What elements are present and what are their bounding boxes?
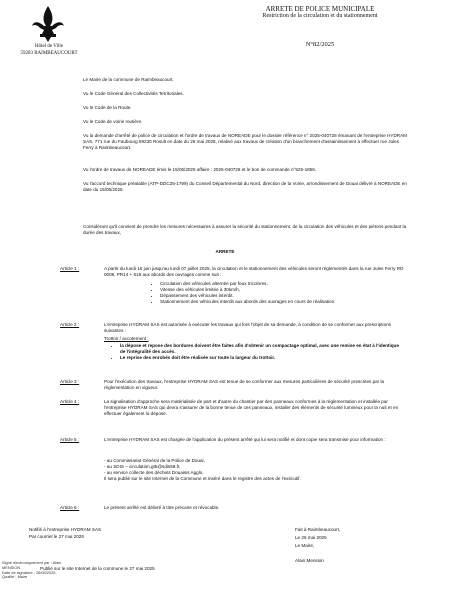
signature-line: Date de signature : 26/05/2025	[2, 569, 56, 575]
article-3-label: Article 3 :	[60, 379, 80, 384]
article-4-label: Article 4 :	[60, 399, 80, 404]
list-item: • Circulation des véhicules alternée par feux tricolores,	[160, 281, 410, 287]
list-item: • la dépose et repose des bordures doivent être faites afin d'obtenir un compactage optimal, avec une remise en état à l'identique de l'intégralité des accès.	[120, 343, 405, 355]
town-hall-label: Hôtel de Ville	[35, 44, 63, 49]
preamble-technical-agreement: Vu l'accord technique préalable (ATP-DDC25-1799) du Conseil Départemental du Nord, direction de la Voirie, arrondissement de Douai délivré à NOREADE en date du 15/05/2025.	[83, 181, 407, 193]
list-item: - au SDIS – circulation.gt5@sdis59.fr,	[104, 464, 181, 470]
preamble-request: Vu la demande d'arrêté de police de circulation et l'ordre de travaux de NOREADE pour le dossier référence n° 2025-040728 émanant de l'entreprise HYDRAM SAS, 771 rue du Faubourg 59230 Rosult en date du 26 mai 2025, relative aux travaux de création d'un branchement d'assainissement à effectuer rue Jules Ferry à Raimbeaucourt.	[83, 133, 407, 151]
signature-line: Qualité : Maire	[2, 574, 28, 580]
signature-line: MENSION	[2, 564, 21, 570]
town-address: 59283 RAIMBEAUCOURT	[20, 51, 78, 56]
mayor-name: Alain Mension	[295, 558, 324, 563]
signature-block	[2, 561, 112, 580]
list-item: - au service collecte des déchets Douaisis Agglo.	[104, 470, 204, 476]
list-item: • Le reprise des enrobés doit être réalisée sur toute la largeur du trottoir.	[120, 355, 405, 361]
list-item: • Dépassement des véhicules interdit.	[160, 293, 410, 299]
article-6-text: Le présent arrêté est délivré à titre précaire et révocable.	[104, 505, 220, 510]
preamble-cgct: Vu le Code Général des Collectivités Territoriales.	[83, 91, 184, 96]
list-item: • Vitesse des véhicules limitée à 30km/h,	[160, 287, 410, 293]
done-line-2: Le 26 mai 2025	[295, 535, 327, 540]
document-title: ARRETE DE POLICE MUNICIPALE	[265, 5, 375, 13]
document-subtitle: Restriction de la circulation et du stationnement	[262, 13, 378, 19]
preamble-considering: Considérant qu'il convient de prendre les mesures nécessaires à assurer la sécurité du stationnement, de la circulation des véhicules et des piétons pendant la durée des travaux,	[83, 224, 407, 236]
arrete-heading: ARRETE	[215, 249, 235, 254]
article-2-label: Article 2 :	[60, 322, 80, 327]
town-logo	[28, 4, 68, 44]
done-line-1: Fait à Raimbeaucourt,	[295, 527, 341, 532]
preamble-work-order: Vu l'ordre de travaux de NOREADE émis le 15/05/2025 affaire : 2025-040728 et le bon de commande n°525-1856.	[83, 167, 317, 172]
notified-line-2: Par courriel le 27 mai 2025	[29, 534, 84, 539]
article-5-text: L'entreprise HYDRAM SAS est chargée de l'application du présent arrêté qui lui sera notifié et dont copie sera transmise pour information :	[104, 437, 386, 442]
article-5-label: Article 5 :	[60, 437, 80, 442]
preamble-code-voirie: Vu le Code de voirie routière.	[83, 119, 143, 124]
article-4-text: La signalisation d'approche sera matérialisée de part et d'autre du chantier par des panneaux conformes à la réglementation et installée par l'entreprise HYDRAM SAS qui devra s'assurer de la bonne tenue de ces panneaux, installer des éléments de sécurité lumineux pour la nuit et en effectuer également la dépose.	[104, 399, 399, 417]
list-item: • Stationnement des véhicules interdit aux abords des ouvrages en cours de réalisation.	[160, 299, 410, 305]
article-1-text: A partir du lundi 16 juin jusqu'au lundi 07 juillet 2025, la circulation et le stationnement des véhicules seront réglementés dans la rue Jules Ferry RD 0008, PR14 + 618 aux abords des ouvrages comme suit :	[104, 266, 404, 278]
preamble-mayor: Le Maire de la commune de Raimbeaucourt.	[83, 77, 174, 82]
article-6-label: Article 6 :	[60, 505, 80, 510]
publication-line: Publié sur le site Internet de la commune le 27 mai 2025	[40, 566, 155, 571]
article-1-bullets	[150, 281, 410, 305]
article-2-subheading: Trottoir / accotement :	[104, 336, 149, 341]
article-1-label: Article 1 :	[60, 266, 80, 271]
article-5-recipients	[104, 458, 409, 482]
fleur-de-lis-icon	[28, 4, 68, 44]
article-2-bullets	[110, 343, 405, 361]
article-2-text: L'entreprise HYDRAM SAS est autorisée à exécuter les travaux qui font l'objet de sa demande, à condition de se conformer aux prescriptions suivantes :	[104, 322, 391, 334]
done-line-3: Le Maire,	[295, 543, 315, 548]
document-number: N°82/2025	[305, 41, 335, 48]
notified-line-1: Notifié à l'entreprise HYDRAM SAS	[29, 527, 102, 532]
article-5-publication: Il sera publié sur le site Internet de la Commune et inséré dans le registre des actes de l'exécutif.	[104, 476, 301, 482]
article-3-text: Pour l'exécution des travaux, l'entreprise HYDRAM SAS est tenue de se conformer aux mesures particulières de sécurité prescrites par la réglementation en vigueur.	[104, 379, 385, 391]
signature-line: Signé électroniquement par : Alain	[2, 560, 62, 565]
preamble-code-route: Vu le Code de la Route.	[83, 105, 132, 110]
list-item: - au Commissariat Général de la Police de Douai,	[104, 458, 205, 463]
